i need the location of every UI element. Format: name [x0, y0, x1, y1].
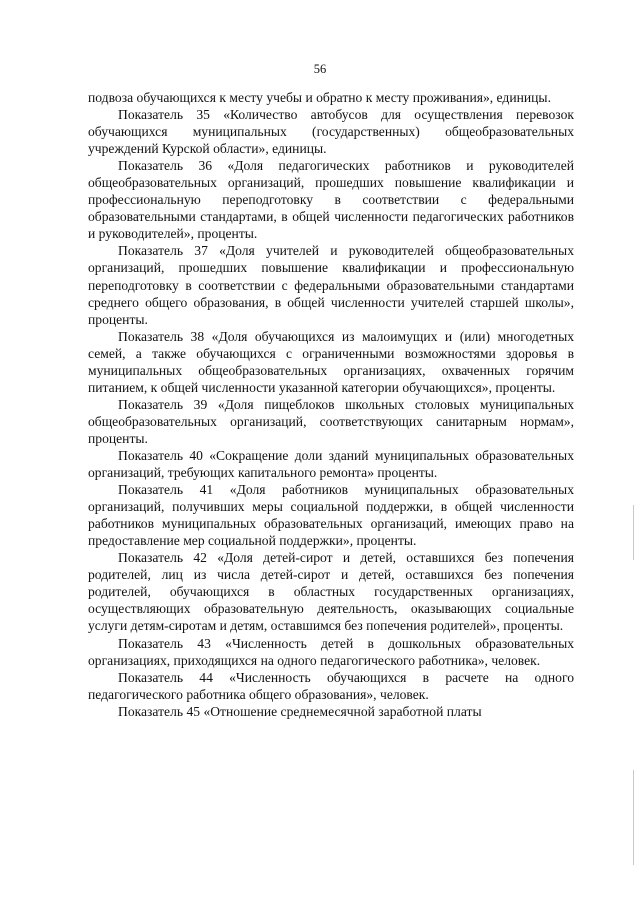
paragraph-indicator-40: Показатель 40 «Сокращение доли зданий муниципальных образовательных организаций, требующих капитального ремонта» проценты. — [88, 447, 574, 481]
scan-margin-mark — [633, 505, 634, 560]
paragraph-indicator-43: Показатель 43 «Численность детей в дошкольных образовательных организациях, приходящихся на одного педагогического работника», человек. — [88, 635, 574, 668]
paragraph-indicator-42: Показатель 42 «Доля детей-сирот и детей, оставшихся без попечения родителей, лиц из числа детей-сирот и детей, оставшихся без попечения родителей, обучающихся в областных государственных организациях, осуществляющих образовательную деятельность, оказывающих социальные услуги детям-сиротам и детям, оставшимся без попечения родителей», проценты. — [88, 550, 574, 634]
paragraph-indicator-44: Показатель 44 «Численность обучающихся в расчете на одного педагогического работника общего образования», человек. — [88, 669, 574, 702]
page-number: 56 — [313, 62, 327, 76]
body-text — [88, 89, 574, 720]
paragraph-indicator-41: Показатель 41 «Доля работников муниципальных образовательных организаций, получивших меры социальной поддержки, в общей численности работников муниципальных образовательных организаций, имеющих право на предоставление мер социальной поддержки», проценты. — [88, 482, 574, 549]
paragraph-indicator-35: Показатель 35 «Количество автобусов для осуществления перевозок обучающихся муниципальных (государственных) общеобразовательных учреждений Курской области», единицы. — [88, 107, 574, 157]
paragraph-indicator-39: Показатель 39 «Доля пищеблоков школьных столовых муниципальных общеобразовательных организаций, соответствующих санитарным нормам», проценты. — [88, 396, 574, 446]
paragraph-indicator-38: Показатель 38 «Доля обучающихся из малоимущих и (или) многодетных семей, а также обучающихся с ограниченными возможностями здоровья в муниципальных общеобразовательных организациях, охваченных горячим питанием, к общей численности указанной категории обучающихся», проценты. — [88, 328, 574, 395]
scan-margin-mark — [633, 770, 634, 865]
paragraph-indicator-45: Показатель 45 «Отношение среднемесячной заработной платы — [118, 703, 482, 719]
paragraph-indicator-36: Показатель 36 «Доля педагогических работников и руководителей общеобразовательных организаций, прошедших повышение квалификации и профессиональную переподготовку в соответствии с федеральными образовательными стандартами, в общей численности педагогических работников и руководителей», проценты. — [88, 158, 574, 242]
paragraph-indicator-37: Показатель 37 «Доля учителей и руководителей общеобразовательных организаций, прошедших повышение квалификации и профессиональную переподготовку в соответствии с федеральными образовательными стандартами среднего общего образования, в общей численности учителей старшей школы», проценты. — [88, 243, 574, 327]
paragraph-continuation: подвоза обучающихся к месту учебы и обратно к месту проживания», единицы. — [88, 90, 551, 105]
